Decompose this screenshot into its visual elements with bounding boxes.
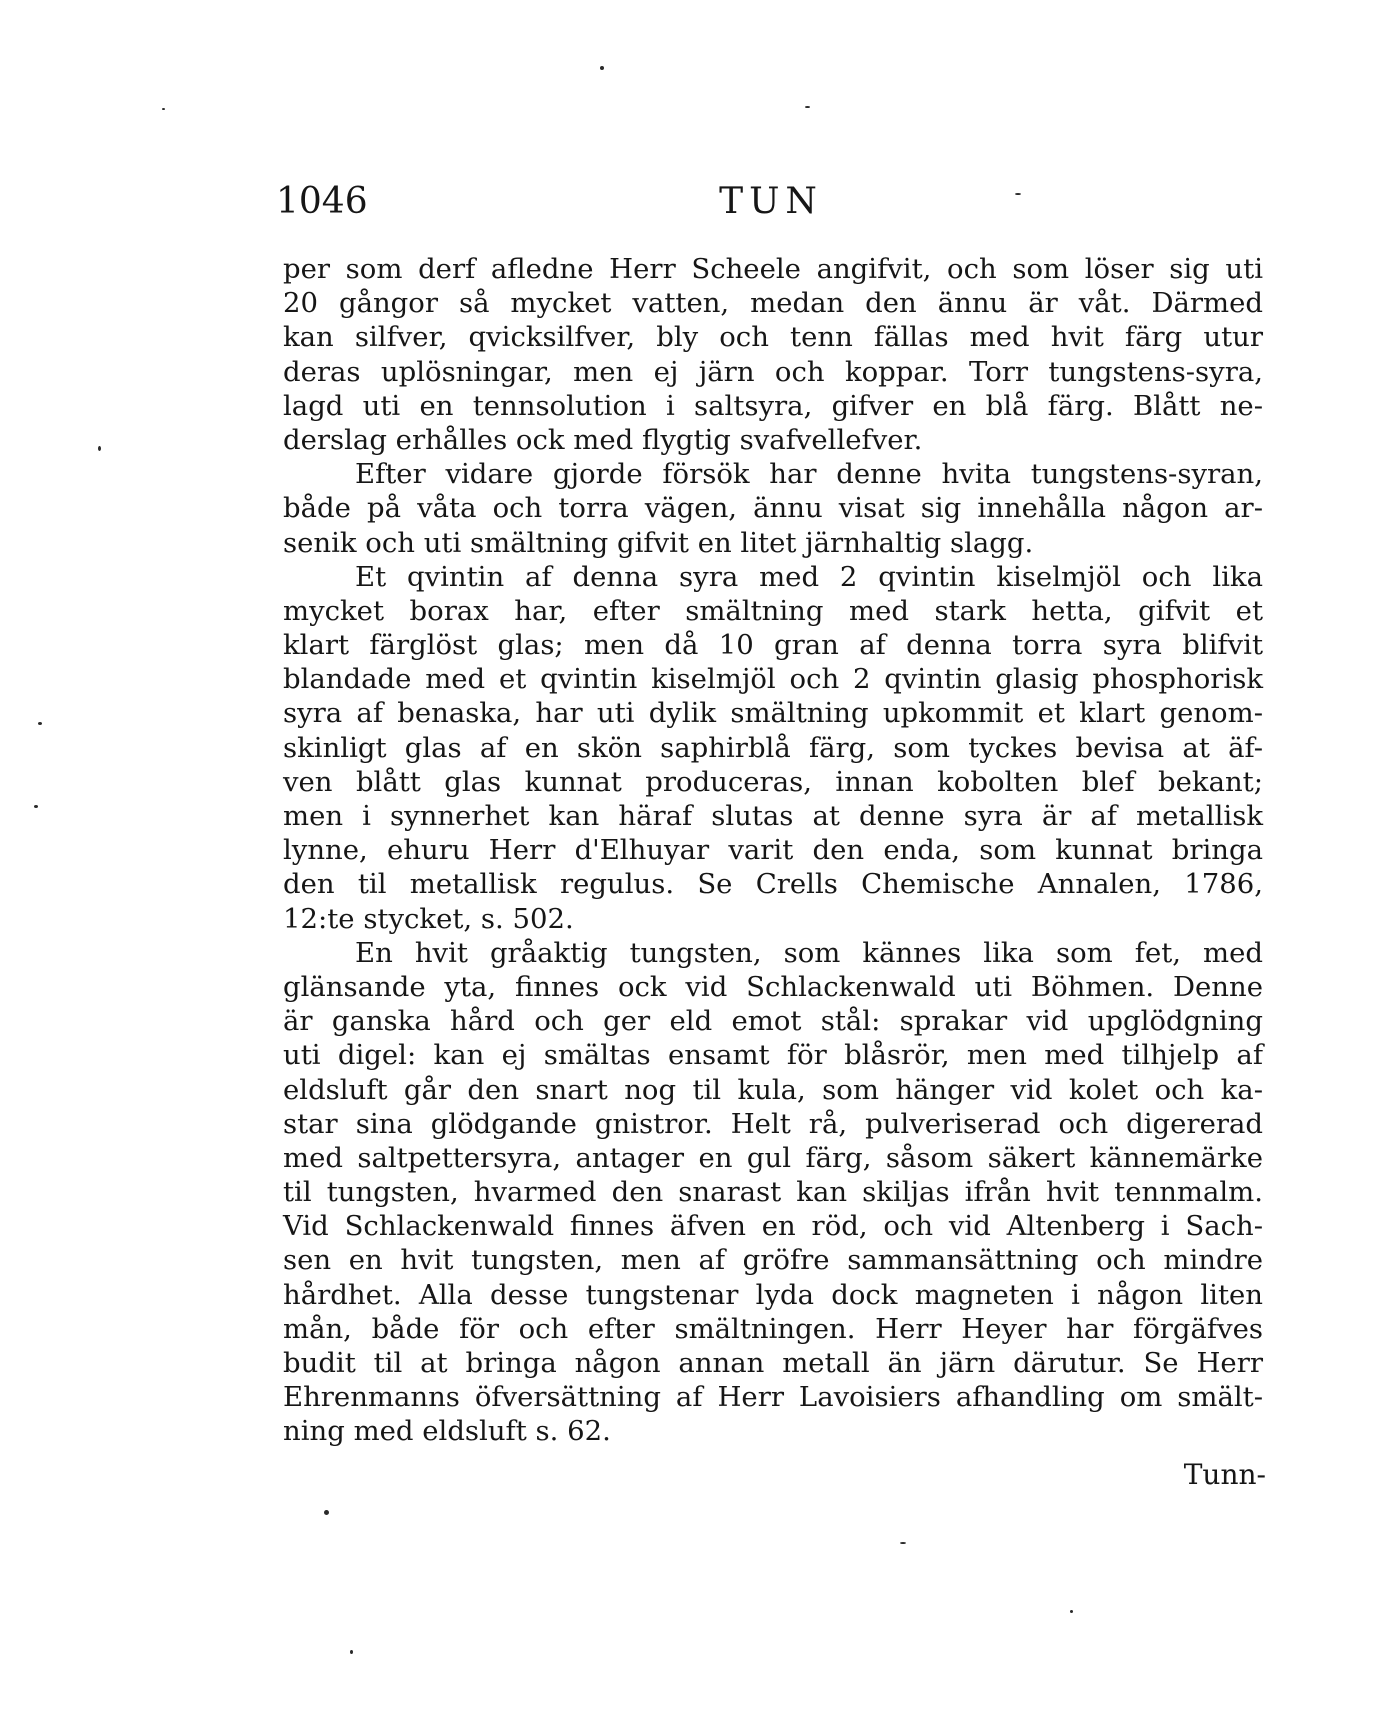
text-line: mycket borax har, efter smältning med stark hetta, gifvit et — [283, 594, 1263, 627]
catchword: Tunn- — [1183, 1458, 1266, 1491]
text-line: deras uplösningar, men ej järn och koppar. Torr tungstens-syra, — [283, 355, 1263, 388]
text-line: syra af benaska, har uti dylik smältning upkommit et klart genom- — [283, 697, 1263, 730]
text-line: Vid Schlackenwald finnes äfven en röd, och vid Altenberg i Sach- — [283, 1210, 1263, 1243]
scan-speck — [350, 1650, 353, 1654]
text-line: eldsluft går den snart nog til kula, som hänger vid kolet och ka- — [283, 1073, 1263, 1106]
text-line: hårdhet. Alla desse tungstenar lyda dock magneten i någon liten — [283, 1278, 1263, 1311]
text-line: lynne, ehuru Herr d'Elhuyar varit den enda, som kunnat bringa — [283, 834, 1263, 867]
page-header — [276, 180, 1266, 230]
text-line: är ganska hård och ger eld emot stål: sprakar vid upglödgning — [283, 1005, 1263, 1038]
scan-speck — [805, 106, 810, 108]
text-line: skinligt glas af en skön saphirblå färg, som tyckes bevisa at äf- — [283, 731, 1263, 764]
text-line: kan silfver, qvicksilfver, bly och tenn fällas med hvit färg utur — [283, 321, 1263, 354]
running-head: TUN — [719, 181, 823, 222]
scan-speck — [34, 805, 38, 808]
scan-speck — [1015, 193, 1021, 195]
text-line: senik och uti smältning gifvit en litet järnhaltig slagg. — [283, 526, 1034, 559]
text-line: klart färglöst glas; men då 10 gran af denna torra syra blifvit — [283, 629, 1263, 662]
text-line: En hvit gråaktig tungsten, som kännes lika som fet, med — [355, 936, 1263, 969]
text-line: 12:te stycket, s. 502. — [283, 902, 574, 935]
scan-speck — [162, 108, 165, 110]
scan-speck — [600, 66, 604, 70]
text-line: Ehrenmanns öfversättning af Herr Lavoisiers afhandling om smält- — [283, 1381, 1263, 1414]
text-line: Efter vidare gjorde försök har denne hvita tungstens-syran, — [355, 458, 1263, 491]
text-line: både på våta och torra vägen, ännu visat sig innehålla någon ar- — [283, 492, 1263, 525]
text-line: glänsande yta, finnes ock vid Schlackenwald uti Böhmen. Denne — [283, 970, 1263, 1003]
text-line: budit til at bringa någon annan metall än järn därutur. Se Herr — [283, 1347, 1263, 1379]
text-line: mån, både för och efter smältningen. Herr Heyer har förgäfves — [283, 1312, 1263, 1345]
text-line: uti digel: kan ej smältas ensamt för blåsrör, men med tilhjelp af — [283, 1039, 1263, 1072]
text-line: per som derf afledne Herr Scheele angifvit, och som löser sig uti — [283, 253, 1263, 285]
text-line: men i synnerhet kan häraf slutas at denne syra är af metallisk — [283, 800, 1263, 832]
text-line: ven blått glas kunnat produceras, innan kobolten blef bekant; — [283, 765, 1263, 798]
text-line: Et qvintin af denna syra med 2 qvintin kiselmjöl och lika — [355, 560, 1263, 593]
text-line: sen en hvit tungsten, men af gröfre sammansättning och mindre — [283, 1244, 1263, 1277]
body-text — [283, 252, 1263, 1449]
text-line: star sina glödgande gnistror. Helt rå, pulveriserad och digererad — [283, 1107, 1263, 1140]
scan-speck — [324, 1510, 329, 1515]
text-line: med saltpettersyra, antager en gul färg, såsom säkert kännemärke — [283, 1141, 1263, 1174]
text-line: derslag erhålles ock med flygtig svafvellefver. — [283, 423, 923, 456]
text-line: blandade med et qvintin kiselmjöl och 2 qvintin glasig phosphorisk — [283, 663, 1263, 696]
text-line: ning med eldsluft s. 62. — [283, 1415, 611, 1448]
text-line: den til metallisk regulus. Se Crells Chemische Annalen, 1786, — [283, 868, 1263, 901]
text-line: til tungsten, hvarmed den snarast kan skiljas ifrån hvit tennmalm. — [283, 1176, 1263, 1209]
text-line: lagd uti en tennsolution i saltsyra, gifver en blå färg. Blått ne- — [283, 389, 1263, 422]
scan-speck — [900, 1542, 906, 1544]
scan-speck — [1070, 1610, 1073, 1613]
scan-speck — [38, 722, 42, 725]
scan-speck — [98, 446, 101, 451]
text-line: 20 gångor så mycket vatten, medan den ännu är våt. Därmed — [283, 287, 1263, 320]
page-number: 1046 — [276, 181, 368, 222]
